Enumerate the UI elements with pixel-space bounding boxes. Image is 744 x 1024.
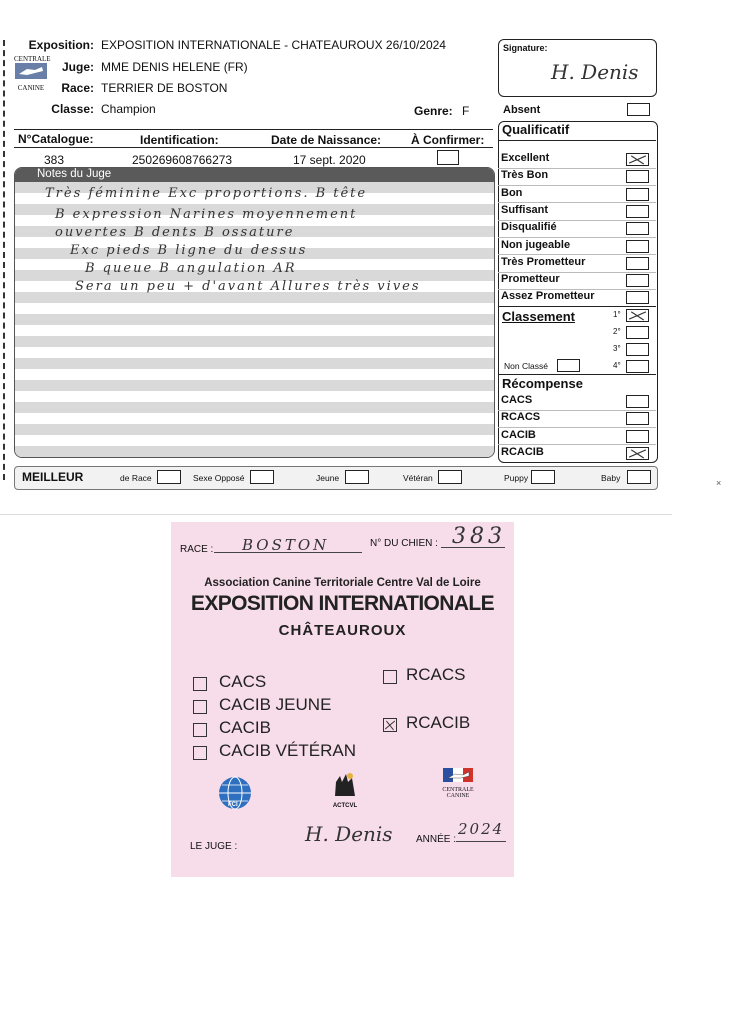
card-checkbox[interactable] xyxy=(193,746,207,760)
qualificatif-label[interactable]: Excellent xyxy=(501,152,550,164)
classement-place-label[interactable]: 3° xyxy=(613,344,621,353)
card-race-value: BOSTON xyxy=(242,536,330,554)
signature-box xyxy=(498,39,657,97)
recompense-label[interactable]: RCACS xyxy=(501,411,541,424)
qualificatif-label[interactable]: Suffisant xyxy=(501,203,549,216)
classement-place-label[interactable]: 4° xyxy=(613,361,621,370)
absent-label: Absent xyxy=(503,104,541,116)
recompense-checkbox[interactable] xyxy=(626,395,649,408)
qualificatif-label[interactable]: Très Bon xyxy=(501,169,549,182)
card-chien-value: 383 xyxy=(452,524,506,549)
meilleur-item-label[interactable]: de Race xyxy=(120,473,152,483)
centrale-card-bottom: CANINE xyxy=(446,793,470,799)
non-classe-checkbox[interactable] xyxy=(557,359,580,372)
notes-line-2: B expression Narines moyennement xyxy=(55,207,358,222)
qualificatif-checkbox[interactable] xyxy=(626,240,649,253)
qualificatif-row-divider xyxy=(498,289,656,290)
recompense-rule-top xyxy=(498,374,656,375)
card-checkbox[interactable] xyxy=(383,670,397,684)
genre-value: F xyxy=(462,104,470,118)
qualificatif-label[interactable]: Assez Prometteur xyxy=(501,290,595,303)
catalogue-value: 383 xyxy=(44,153,65,167)
qualificatif-checkbox[interactable] xyxy=(626,170,649,183)
notes-line-3: ouvertes B dents B ossature xyxy=(55,225,295,240)
recompense-row-divider xyxy=(498,444,656,445)
qualificatif-checkbox[interactable] xyxy=(626,274,649,287)
classement-checkbox[interactable] xyxy=(626,309,649,322)
card-option-label[interactable]: RCACS xyxy=(406,665,466,684)
recompense-label[interactable]: CACIB xyxy=(501,428,536,441)
qualificatif-checkbox[interactable] xyxy=(626,153,649,166)
classe-value: Champion xyxy=(101,102,156,116)
classement-title: Classement xyxy=(502,309,575,324)
card-juge-signature: H. Denis xyxy=(305,822,393,846)
qualificatif-row-divider xyxy=(498,272,656,273)
qualificatif-row-divider xyxy=(498,168,656,169)
table-header-rule-bottom xyxy=(14,147,493,148)
notes-stripes xyxy=(15,182,494,457)
qualificatif-row-divider xyxy=(498,202,656,203)
notes-line-5: B queue B angulation AR xyxy=(85,261,297,276)
card-chien-label: N° DU CHIEN : xyxy=(370,538,438,549)
identification-value: 250269608766273 xyxy=(132,153,233,167)
card-checkbox[interactable] xyxy=(383,718,397,732)
classement-rule-top xyxy=(498,306,656,307)
centrale-canine-logo xyxy=(14,55,51,95)
card-option-label[interactable]: CACIB JEUNE xyxy=(219,695,332,714)
perforation-line xyxy=(3,40,5,480)
race-label: Race: xyxy=(61,81,94,95)
qualificatif-label[interactable]: Très Prometteur xyxy=(501,255,586,268)
classe-label: Classe: xyxy=(51,102,94,116)
recompense-label[interactable]: RCACIB xyxy=(501,445,544,458)
card-annee-value: 2024 xyxy=(458,820,505,838)
qualificatif-label[interactable]: Bon xyxy=(501,186,523,199)
card-annee-label: ANNÉE : xyxy=(416,834,457,845)
margin-mark: × xyxy=(716,478,722,488)
card-checkbox[interactable] xyxy=(193,700,207,714)
meilleur-item-label[interactable]: Vétéran xyxy=(403,473,433,483)
notes-line-4: Exc pieds B ligne du dessus xyxy=(70,243,308,258)
qualificatif-row-divider xyxy=(498,237,656,238)
qualificatif-checkbox[interactable] xyxy=(626,222,649,235)
catalogue-header: N°Catalogue: xyxy=(18,132,94,146)
card-title: EXPOSITION INTERNATIONALE xyxy=(190,592,495,615)
card-checkbox[interactable] xyxy=(193,677,207,691)
signature-label: Signature: xyxy=(503,43,548,53)
card-association: Association Canine Territoriale Centre Val de Loire xyxy=(204,577,481,589)
qualificatif-checkbox[interactable] xyxy=(626,188,649,201)
non-classe-label: Non Classé xyxy=(504,361,548,371)
classement-checkbox[interactable] xyxy=(626,360,649,373)
flag-dog-icon xyxy=(443,768,473,782)
recompense-row-divider xyxy=(498,410,656,411)
exposition-label: Exposition: xyxy=(28,38,94,52)
qualificatif-row-divider xyxy=(498,220,656,221)
centrale-card-top: CENTRALE xyxy=(442,787,474,793)
qualificatif-title: Qualificatif xyxy=(502,122,570,137)
card-race-label: RACE : xyxy=(180,544,214,555)
naissance-header: Date de Naissance: xyxy=(271,133,382,147)
meilleur-checkbox[interactable] xyxy=(157,470,181,484)
actcvl-text: ACTCVL xyxy=(332,803,358,809)
page-separator xyxy=(0,514,672,515)
centrale-canine-card-logo xyxy=(440,768,476,799)
meilleur-checkbox[interactable] xyxy=(438,470,462,484)
recompense-label[interactable]: CACS xyxy=(501,394,533,406)
logo-bottom-text: CANINE xyxy=(17,84,45,92)
meilleur-checkbox[interactable] xyxy=(250,470,274,484)
identification-header: Identification: xyxy=(140,133,219,147)
card-option-label[interactable]: CACS xyxy=(219,672,267,691)
dogs-emblem-icon xyxy=(330,770,360,798)
qualificatif-row-divider xyxy=(498,254,656,255)
recompense-title: Récompense xyxy=(502,376,583,391)
table-header-rule-top xyxy=(14,129,493,130)
dog-emblem-icon xyxy=(15,63,47,79)
confirmer-header: À Confirmer: xyxy=(411,133,485,147)
meilleur-item-label[interactable]: Baby xyxy=(601,473,621,483)
classement-checkbox[interactable] xyxy=(626,326,649,339)
exposition-value: EXPOSITION INTERNATIONALE - CHATEAUROUX 26/10/2024 xyxy=(101,38,446,52)
juge-value: MME DENIS HELENE (FR) xyxy=(101,60,248,74)
fci-logo xyxy=(217,775,253,816)
meilleur-item-label[interactable]: Sexe Opposé xyxy=(193,473,245,483)
recompense-checkbox[interactable] xyxy=(626,447,649,460)
classement-checkbox[interactable] xyxy=(626,343,649,356)
actcvl-logo xyxy=(330,770,360,809)
meilleur-checkbox[interactable] xyxy=(531,470,555,484)
naissance-value: 17 sept. 2020 xyxy=(293,153,366,167)
notes-line-6: Sera un peu + d'avant Allures très vives xyxy=(75,279,421,294)
qualificatif-rule xyxy=(498,140,656,141)
qualificatif-label[interactable]: Non jugeable xyxy=(501,238,571,251)
meilleur-checkbox[interactable] xyxy=(345,470,369,484)
judge-signature: H. Denis xyxy=(551,60,639,84)
race-value: TERRIER DE BOSTON xyxy=(101,81,228,95)
fci-text: FCI xyxy=(228,802,238,808)
card-option-label[interactable]: RCACIB xyxy=(406,713,471,732)
logo-top-text: CENTRALE xyxy=(14,55,51,63)
card-annee-underline xyxy=(456,841,506,842)
meilleur-item-label[interactable]: Jeune xyxy=(316,473,340,483)
classement-place-label[interactable]: 1° xyxy=(613,310,621,319)
recompense-row-divider xyxy=(498,427,656,428)
qualificatif-label[interactable]: Prometteur xyxy=(501,273,560,286)
confirmer-checkbox[interactable] xyxy=(437,150,459,165)
qualificatif-checkbox[interactable] xyxy=(626,257,649,270)
classement-place-label[interactable]: 2° xyxy=(613,327,621,336)
notes-title: Notes du Juge xyxy=(37,168,112,180)
recompense-checkbox[interactable] xyxy=(626,412,649,425)
qualificatif-checkbox[interactable] xyxy=(626,205,649,218)
card-option-label[interactable]: CACIB VÉTÉRAN xyxy=(219,741,356,760)
juge-label: Juge: xyxy=(61,60,94,74)
card-checkbox[interactable] xyxy=(193,723,207,737)
notes-line-1: Très féminine Exc proportions. B tête xyxy=(45,186,368,201)
meilleur-title: MEILLEUR xyxy=(22,470,84,484)
card-city: CHÂTEAUROUX xyxy=(278,622,407,639)
genre-label: Genre: xyxy=(414,104,453,118)
notes-panel xyxy=(14,167,495,458)
qualificatif-checkbox[interactable] xyxy=(626,291,649,304)
card-juge-label: LE JUGE : xyxy=(190,841,238,852)
meilleur-item-label[interactable]: Puppy xyxy=(504,473,529,483)
card-option-label[interactable]: CACIB xyxy=(219,718,271,737)
absent-checkbox[interactable] xyxy=(627,103,650,116)
qualificatif-row-divider xyxy=(498,185,656,186)
recompense-checkbox[interactable] xyxy=(626,430,649,443)
meilleur-checkbox[interactable] xyxy=(627,470,651,484)
qualificatif-label[interactable]: Disqualifié xyxy=(501,221,557,234)
